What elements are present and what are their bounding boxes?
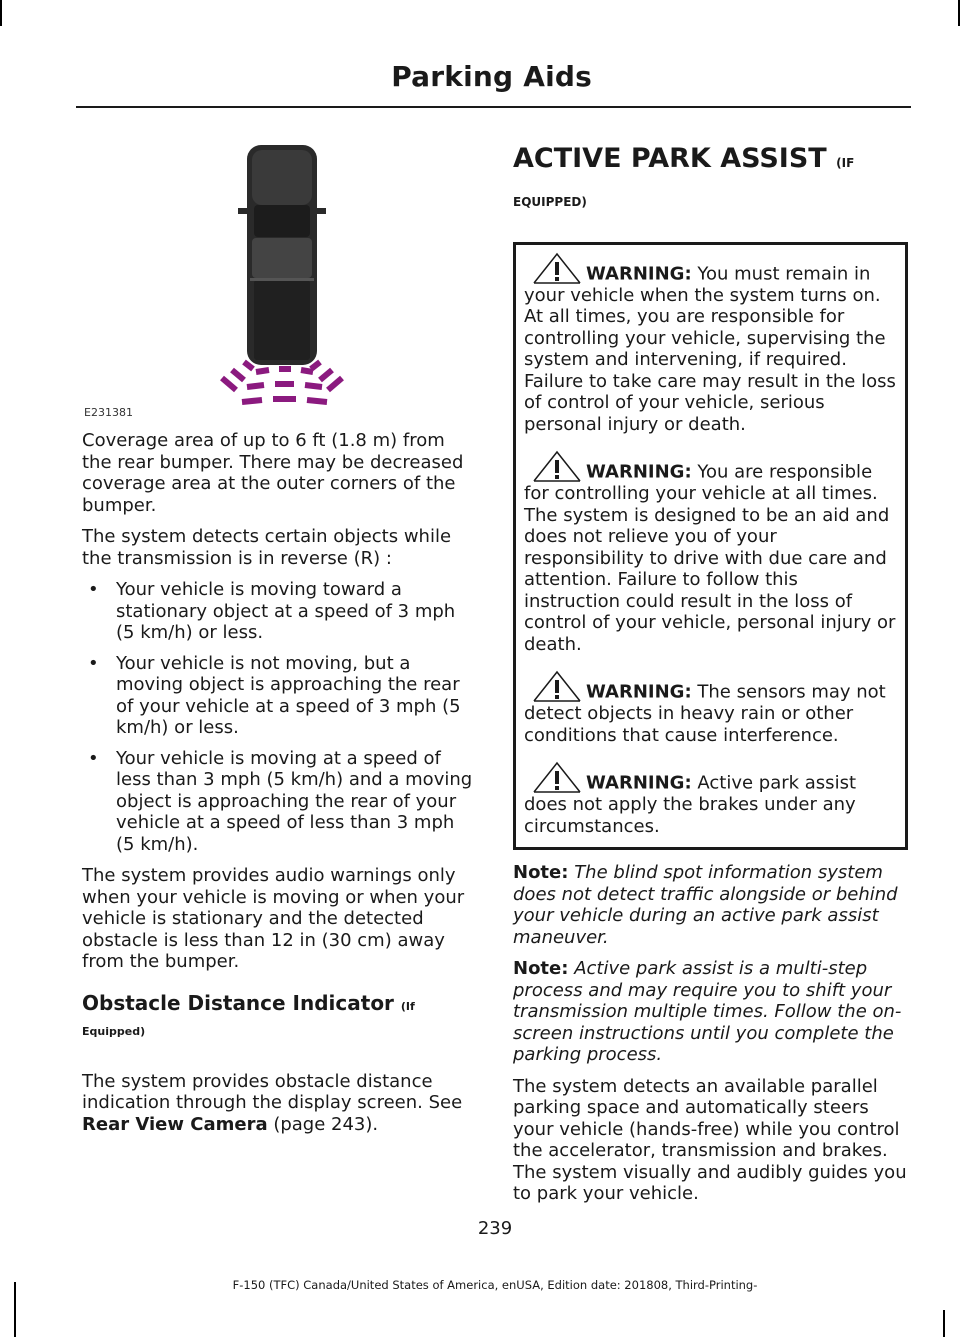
page-title: Parking Aids xyxy=(391,60,592,93)
note-blind-spot: Note: The blind spot information system does not detect traffic alongside or behind your vehicle during an active park assist maneuver. xyxy=(513,862,898,948)
bullet-icon: • xyxy=(88,747,99,769)
truck-top-view-icon xyxy=(82,130,477,420)
warnings-box xyxy=(513,242,908,851)
active-park-assist-heading-equipped: EQUIPPED) xyxy=(513,195,587,209)
left-column xyxy=(82,130,477,1145)
header-divider xyxy=(76,106,911,108)
system-description-paragraph: The system detects an available parallel parking space and automatically steers your vehicle (hands-free) while you control the accelerator, transmission and brakes. The system visually and audibly guides you to park your vehicle. xyxy=(513,1075,907,1204)
bullet-icon: • xyxy=(88,579,99,600)
edition-footer: F-150 (TFC) Canada/United States of America, enUSA, Edition date: 201808, Third-Printing- xyxy=(232,1278,758,1292)
page-number: 239 xyxy=(477,1218,513,1239)
list-item: • Your vehicle is not moving, but a moving object is approaching the rear of your vehicle at a speed of 3 mph (5 km/h) or less. xyxy=(88,652,461,738)
warning-triangle-icon xyxy=(532,760,582,794)
warning-3: WARNING: The sensors may not detect objects in heavy rain or other conditions that cause interference. xyxy=(524,669,897,746)
note-multi-step: Note: Active park assist is a multi-step process and may require you to shift your transmission multiple times. Follow the on-screen instructions until you complete the parking process. xyxy=(513,958,902,1065)
right-column xyxy=(513,142,908,1215)
warning-1: WARNING: You must remain in your vehicle when the system turns on. At all times, you are responsible for controlling your vehicle, supervising the system and intervening, if required. Failure to take care may result in the loss of control of your vehicle, serious personal injury or death. xyxy=(524,251,897,436)
list-item: • Your vehicle is moving at a speed of less than 3 mph (5 km/h) and a moving object is approaching the rear of your vehicle at a speed of less than 3 mph (5 km/h). xyxy=(88,747,473,855)
rear-view-camera-link[interactable]: Rear View Camera xyxy=(82,1113,268,1135)
bullet-icon: • xyxy=(88,652,99,674)
detection-intro-paragraph: The system detects certain objects while the transmission is in reverse (R) : xyxy=(82,526,452,569)
warning-triangle-icon xyxy=(532,449,582,483)
warning-triangle-icon xyxy=(532,251,582,285)
obstacle-distance-heading-equipped: Equipped) xyxy=(82,1025,146,1038)
list-item: • Your vehicle is moving toward a stationary object at a speed of 3 mph (5 km/h) or less. xyxy=(88,579,456,643)
crop-mark-bottom-right xyxy=(943,1310,945,1337)
obstacle-distance-heading: Obstacle Distance Indicator (If xyxy=(82,990,415,1015)
warning-triangle-icon xyxy=(532,669,582,703)
rear-sensor-figure xyxy=(82,130,477,420)
obstacle-distance-paragraph: The system provides obstacle distance indication through the display screen. See Rear View Camera (page 243). xyxy=(82,1070,463,1135)
coverage-paragraph: Coverage area of up to 6 ft (1.8 m) from the rear bumper. There may be decreased coverage area at the outer corners of the bumper. xyxy=(82,430,464,516)
figure-code: E231381 xyxy=(84,406,133,419)
detection-conditions-list xyxy=(82,579,477,855)
warning-4: WARNING: Active park assist does not apply the brakes under any circumstances. xyxy=(524,760,897,837)
warning-2: WARNING: You are responsible for controlling your vehicle at all times. The system is designed to be an aid and does not relieve you of your responsibility to drive with due care and attention. Failure to follow this instruction could result in the loss of control of your vehicle, personal injury or death. xyxy=(524,449,897,655)
audio-warnings-paragraph: The system provides audio warnings only when your vehicle is moving or when your vehicle is stationary and the detected obstacle is less than 12 in (30 cm) away from the bumper. xyxy=(82,865,465,972)
crop-mark-top-left xyxy=(0,0,2,26)
active-park-assist-heading: ACTIVE PARK ASSIST (IF xyxy=(513,143,855,174)
